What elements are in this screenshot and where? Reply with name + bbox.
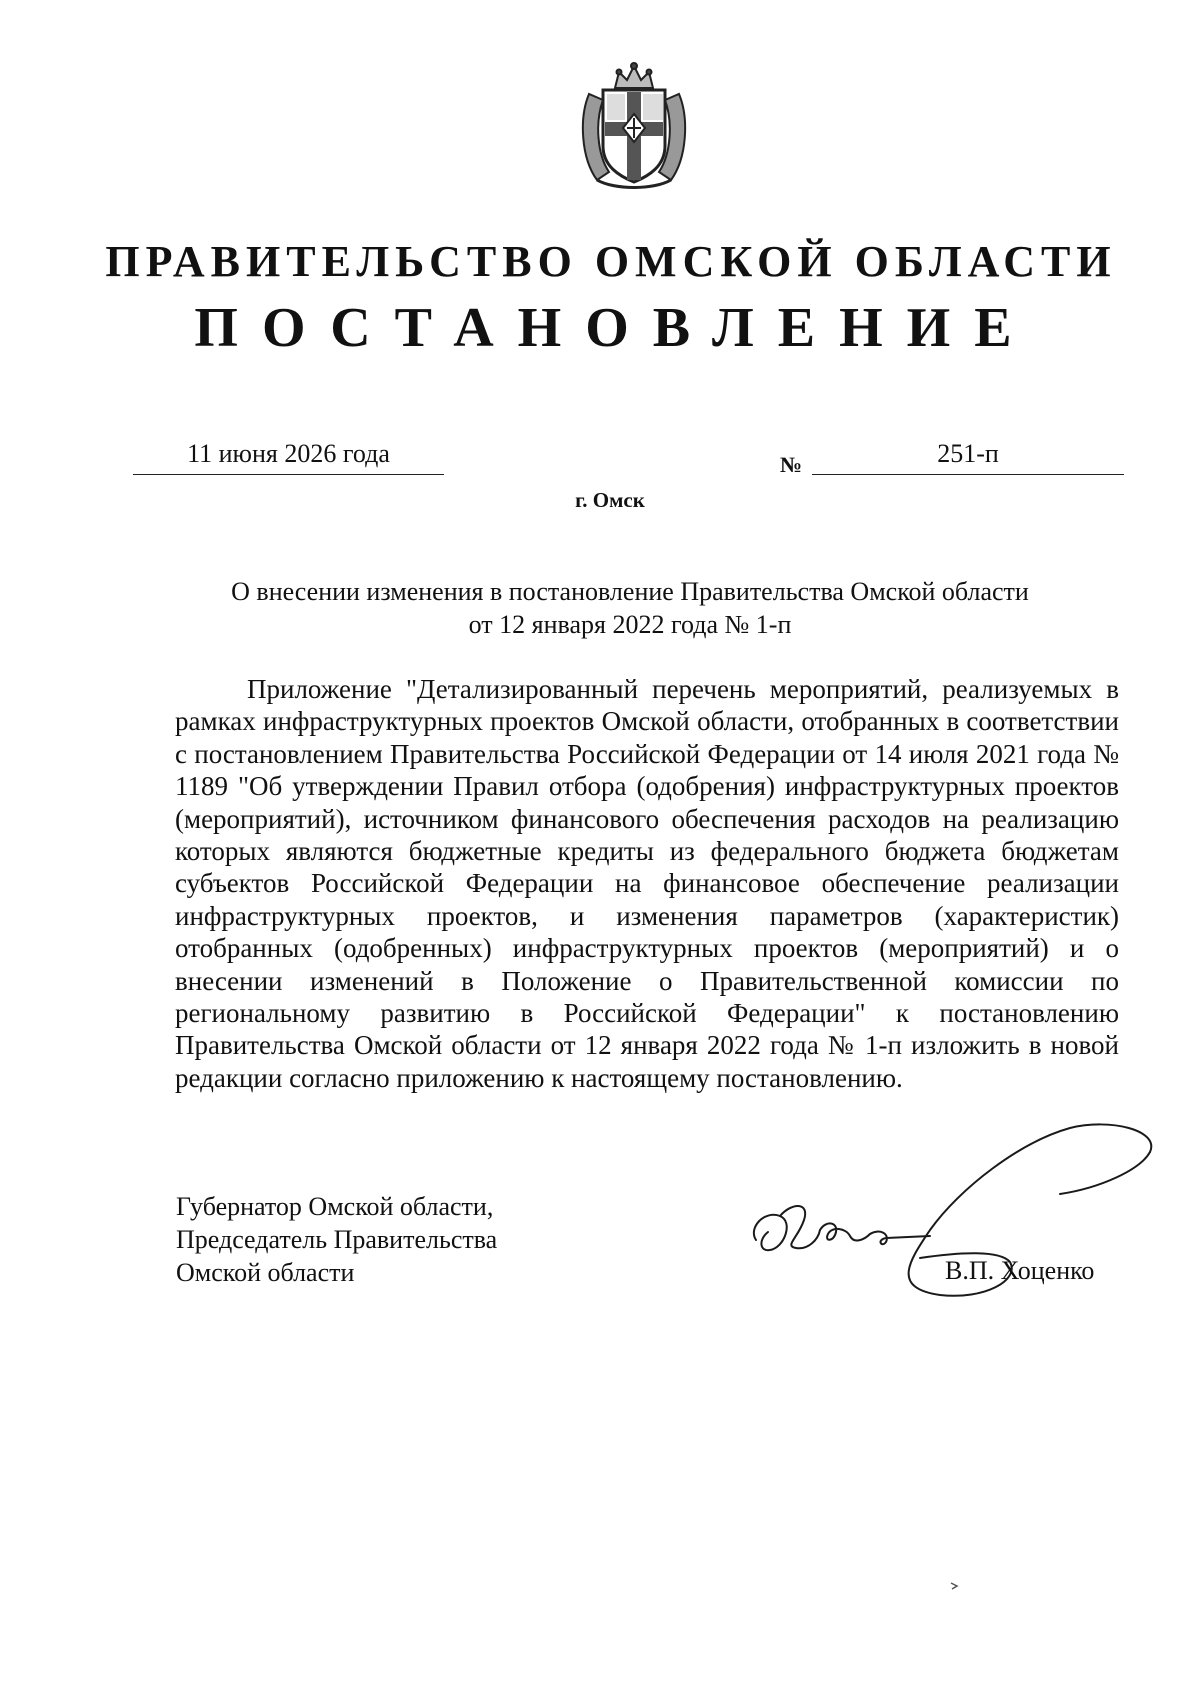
- subject-line: О внесении изменения в постановление Правительства Омской области: [231, 577, 1029, 606]
- position-line: Губернатор Омской области,: [176, 1192, 494, 1221]
- document-type: ПОСТАНОВЛЕНИЕ: [194, 297, 1036, 359]
- document-date: 11 июня 2026 года: [133, 434, 444, 475]
- scan-mark-icon: [948, 1580, 960, 1592]
- position-line: Председатель Правительства: [176, 1225, 498, 1254]
- city: г. Омск: [575, 488, 645, 512]
- signatory-name: В.П. Хоценко: [945, 1256, 1095, 1285]
- organization-title: ПРАВИТЕЛЬСТВО ОМСКОЙ ОБЛАСТИ: [105, 237, 1117, 286]
- omsk-coat-of-arms-icon: [575, 58, 693, 192]
- position-line: Омской области: [176, 1258, 355, 1287]
- signatory-position: [176, 1190, 497, 1289]
- number-sign: №: [780, 452, 803, 477]
- subject-line: от 12 января 2022 года № 1-п: [468, 610, 792, 639]
- document-subject: [180, 575, 1080, 641]
- document-number: 251-п: [812, 434, 1124, 475]
- body-paragraph: Приложение "Детализированный перечень мероприятий, реализуемых в рамках инфраструктурных проектов Омской области, отобранных в соответствии с постановлением Правительства Российской Федерации от 14 июля 2021 года № 1189 "Об утверждении Правил отбора (одобрения) инфраструктурных проектов (мероприятий), источником финансового обеспечения расходов на реализацию которых являются бюджетные кредиты из федерального бюджета бюджетам субъектов Российской Федерации на финансовое обеспечение реализации инфраструктурных проектов, и изменения параметров (характеристик) отобранных (одобренных) инфраструктурных проектов (мероприятий) и о внесении изменений в Положение о Правительственной комиссии по региональному развитию в Российской Федерации" к постановлению Правительства Омской области от 12 января 2022 года № 1-п изложить в новой редакции согласно приложению к настоящему постановлению.: [175, 674, 1119, 1093]
